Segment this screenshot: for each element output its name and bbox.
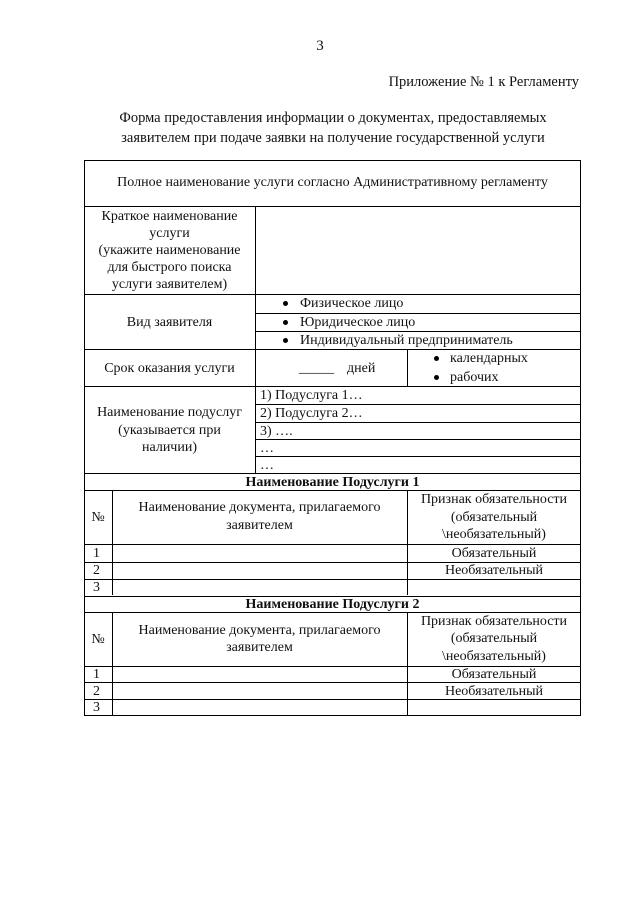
requirement-column-header-line: Признак обязательности [420, 492, 568, 507]
requirement-cell: Необязательный [444, 684, 543, 699]
term-days-unit: дней [347, 361, 376, 376]
subservice-item: 2) Подуслуга 2… [260, 406, 363, 421]
row-number: 1 [93, 546, 100, 561]
row-number: 3 [93, 700, 100, 715]
table-border-bottom [84, 715, 581, 716]
row-divider [84, 206, 581, 207]
form-title [84, 108, 582, 148]
subservices-label-line: (указывается при [118, 423, 221, 438]
info-form-table [84, 160, 581, 716]
bullet-icon [434, 356, 439, 361]
document-column-header-line: Наименование документа, прилагаемого [138, 623, 381, 638]
requirement-cell: Обязательный [451, 546, 537, 561]
requirement-column-header-line: (обязательный [450, 510, 538, 525]
row-number: 2 [93, 684, 100, 699]
document-column-header-line: заявителем [226, 640, 293, 655]
term-option-calendar: календарных [450, 351, 528, 366]
requirement-column-header-line: Признак обязательности [420, 614, 568, 629]
short-name-label-line: Краткое наименование [101, 209, 238, 224]
table-border-top [84, 160, 581, 161]
full-name-label: Полное наименование услуги согласно Административному регламенту [117, 175, 548, 190]
number-column-header: № [91, 632, 105, 647]
page-number: 3 [316, 38, 324, 54]
row-divider [84, 579, 581, 580]
document-column-header-line: заявителем [226, 518, 293, 533]
subservice-2-title: Наименование Подуслуги 2 [245, 597, 420, 612]
short-name-label-line: услуги [149, 226, 190, 241]
subservice-item: … [260, 441, 274, 456]
short-name-label-line: (укажите наименование [98, 243, 241, 258]
number-column-header: № [91, 510, 105, 525]
requirement-cell: Обязательный [451, 667, 537, 682]
applicant-type-label: Вид заявителя [126, 315, 213, 330]
bullet-icon [434, 375, 439, 380]
form-title-line-1: Форма предоставления информации о документах, предоставляемых [119, 110, 547, 126]
short-name-label-line: для быстрого поиска [107, 260, 232, 275]
subservice-item: … [260, 458, 274, 473]
appendix-caption: Приложение № 1 к Регламенту [388, 74, 579, 90]
row-divider [255, 422, 581, 423]
row-number: 2 [93, 563, 100, 578]
applicant-type-individual: Физическое лицо [300, 296, 404, 311]
column-divider [407, 349, 408, 386]
requirement-column-header-line: \необязательный) [442, 527, 546, 542]
subservice-item: 3) …. [260, 424, 293, 439]
row-number: 3 [93, 580, 100, 595]
bullet-icon [283, 320, 288, 325]
requirement-column-header-line: (обязательный [450, 631, 538, 646]
bullet-icon [283, 338, 288, 343]
bullet-icon [283, 301, 288, 306]
short-name-label-line: услуги заявителем) [111, 277, 228, 292]
term-label: Срок оказания услуги [104, 361, 235, 376]
form-title-line-2: заявителем при подаче заявки на получение государственной услуги [121, 130, 545, 146]
subservices-label-line: наличии) [142, 440, 197, 455]
term-days-blank: _____ [299, 361, 334, 376]
row-divider [255, 439, 581, 440]
subservice-1-title: Наименование Подуслуги 1 [245, 475, 420, 490]
subservices-label-line: Наименование подуслуг [97, 405, 242, 420]
subservice-item: 1) Подуслуга 1… [260, 388, 363, 403]
requirement-column-header-line: \необязательный) [442, 649, 546, 664]
row-number: 1 [93, 667, 100, 682]
applicant-type-entrepreneur: Индивидуальный предприниматель [300, 333, 513, 348]
requirement-cell: Необязательный [444, 563, 543, 578]
row-divider [255, 456, 581, 457]
column-divider [255, 206, 256, 473]
document-column-header-line: Наименование документа, прилагаемого [138, 500, 381, 515]
applicant-type-legal-entity: Юридическое лицо [300, 315, 416, 330]
term-option-working: рабочих [450, 370, 499, 385]
